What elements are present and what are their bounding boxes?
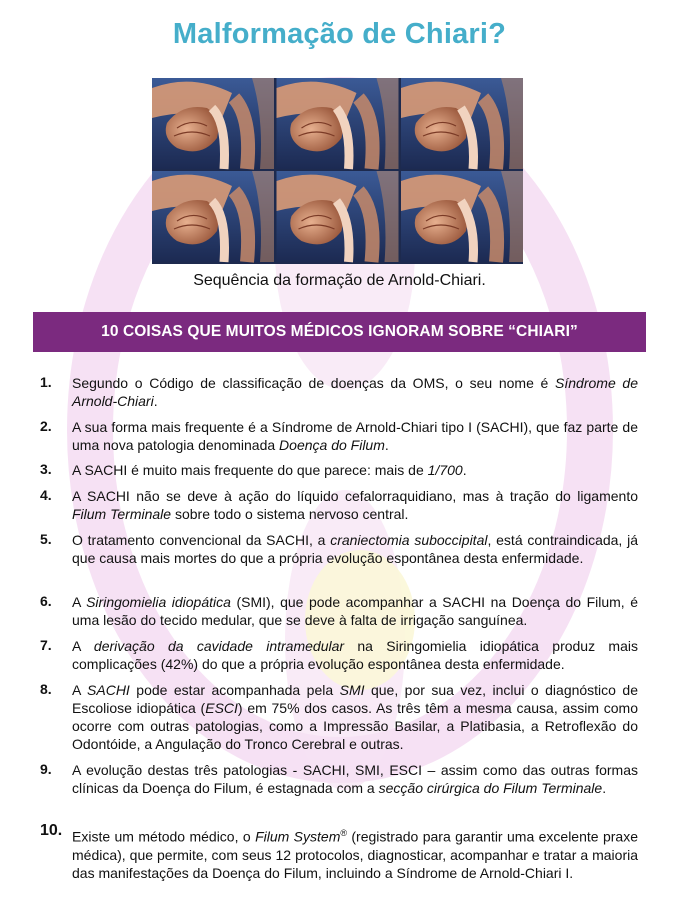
list-item-number: 1.	[40, 374, 52, 390]
illustration-panel	[152, 171, 274, 262]
list-item-number: 5.	[40, 531, 52, 547]
illustration-panel	[401, 78, 523, 169]
list-item-text: Segundo o Código de classificação de doenças da OMS, o seu nome é Síndrome de Arnold-Chiari.	[72, 375, 638, 409]
list-item-text: A Siringomielia idiopática (SMI), que pode acompanhar a SACHI na Doença do Filum, é uma lesão do tecido medular, que se deve à falta de irrigação sanguínea.	[72, 594, 638, 628]
list-item-number: 8.	[40, 681, 52, 697]
list-item-number: 10.	[40, 822, 63, 839]
illustration-panel	[401, 171, 523, 262]
illustration-panel	[277, 78, 399, 169]
list-item-number: 6.	[40, 593, 52, 609]
list-item-number: 9.	[40, 761, 52, 777]
list-item-number: 4.	[40, 487, 52, 503]
page-title: Malformação de Chiari?	[172, 18, 507, 50]
figure-caption: Sequência da formação de Arnold-Chiari.	[193, 272, 486, 289]
list-item-text: A derivação da cavidade intramedular na Siringomielia idiopática produz mais complicações (42%) do que a própria evolução espontânea desta enfermidade.	[72, 638, 638, 672]
list-item-text: A SACHI não se deve à ação do líquido cefalorraquidiano, mas à tração do ligamento Filum Terminale sobre todo o sistema nervoso central.	[72, 488, 638, 522]
list-item-text: A evolução destas três patologias - SACHI, SMI, ESCI – assim como das outras formas clínicas da Doença do Filum, é estagnada com a secção cirúrgica do Filum Terminale.	[72, 762, 638, 796]
illustration-panel	[152, 78, 274, 169]
list-item-number: 7.	[40, 637, 52, 653]
list-item-text: A SACHI pode estar acompanhada pela SMI que, por sua vez, inclui o diagnóstico de Escoliose idiopática (ESCI) em 75% dos casos. As três têm a mesma causa, assim como ocorre com outras patologias, como a Impressão Basilar, a Platibasia, a Retroflexão do Odontóide, a Angulação do Tronco Cerebral e outras.	[72, 682, 638, 752]
arnold-chiari-image-grid	[152, 78, 523, 264]
list-item-text: Existe um método médico, o Filum System® (registrado para garantir uma excelente praxe médica), que permite, com seus 12 protocolos, diagnosticar, acompanhar e tratar a maioria das manifestações da Doença do Filum, incluindo a Síndrome de Arnold-Chiari I.	[72, 828, 638, 881]
list-item-text: A sua forma mais frequente é a Síndrome de Arnold-Chiari tipo I (SACHI), que faz parte de uma nova patologia denominada Doença do Filum.	[72, 419, 638, 453]
section-banner: 10 COISAS QUE MUITOS MÉDICOS IGNORAM SOBRE “CHIARI”	[33, 312, 646, 352]
list-item-number: 3.	[40, 461, 52, 477]
list-item-text: A SACHI é muito mais frequente do que parece: mais de 1/700.	[72, 462, 467, 478]
illustration-panel	[277, 171, 399, 262]
list-item-number: 2.	[40, 418, 52, 434]
list-item-text: O tratamento convencional da SACHI, a craniectomia suboccipital, está contraindicada, já que causa mais mortes do que a própria evolução espontânea desta enfermidade.	[72, 532, 638, 566]
